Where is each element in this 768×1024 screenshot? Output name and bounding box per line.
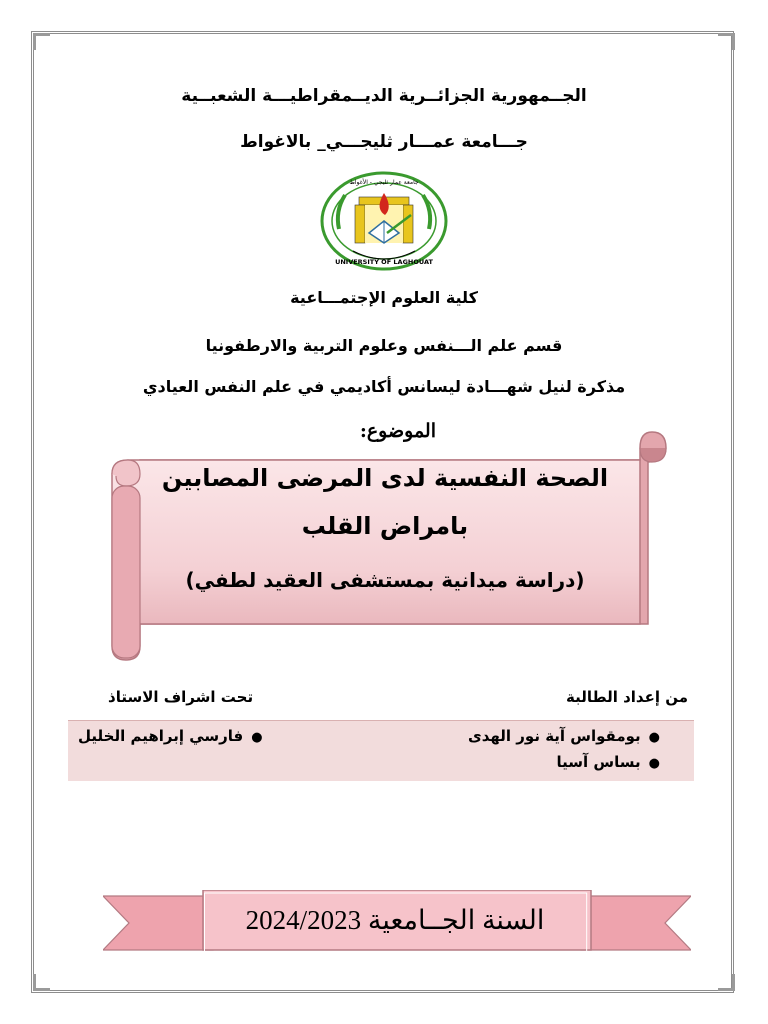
names-table: [68, 720, 694, 781]
border-corner-top-left: [33, 33, 50, 50]
topic-label: الموضوع:: [359, 420, 436, 442]
faculty-name: كلية العلوم الإجتمـــاعية: [290, 288, 478, 307]
bullet-icon: ●: [251, 730, 263, 745]
border-corner-top-right: [718, 33, 735, 50]
seal-bottom-text: UNIVERSITY OF LAGHOUAT: [335, 258, 433, 266]
department-name: قسم علم الـــنفس وعلوم التربية والارطفونيا: [205, 336, 563, 355]
university-seal-icon: [319, 171, 449, 271]
bullet-icon: ●: [648, 756, 660, 771]
border-corner-bottom-right: [718, 974, 735, 991]
academic-year: السنة الجــامعية 2024/2023: [245, 905, 545, 935]
student-name-1: ●بومقواس آية نور الهدى: [467, 727, 660, 745]
students-header: من إعداد الطالبة: [566, 688, 688, 706]
republic-heading: الجــمهورية الجزائــرية الديــمقراطيـــة الشعبــية: [181, 86, 587, 106]
degree-description: مذكرة لنيل شهـــادة ليسانس أكاديمي في علم النفس العيادي: [142, 377, 626, 396]
bullet-icon: ●: [648, 730, 660, 745]
thesis-title-line-1: الصحة النفسية لدى المرضى المصابين: [161, 464, 609, 492]
student-name-2: ●بساس آسيا: [556, 753, 660, 771]
supervisor-header: تحت اشراف الاستاذ: [108, 688, 254, 706]
supervisor-name: ●فارسي إبراهيم الخليل: [78, 727, 263, 745]
seal-top-text: جامعة عمار ثليجي - الأغواط: [349, 179, 419, 186]
thesis-subtitle: (دراسة ميدانية بمستشفى العقيد لطفي): [185, 568, 585, 592]
university-heading: جـــامعة عمـــار ثليجـــي_ بالاغواط: [240, 132, 528, 152]
border-corner-bottom-left: [33, 974, 50, 991]
thesis-title-line-2: بامراض القلب: [301, 512, 469, 540]
